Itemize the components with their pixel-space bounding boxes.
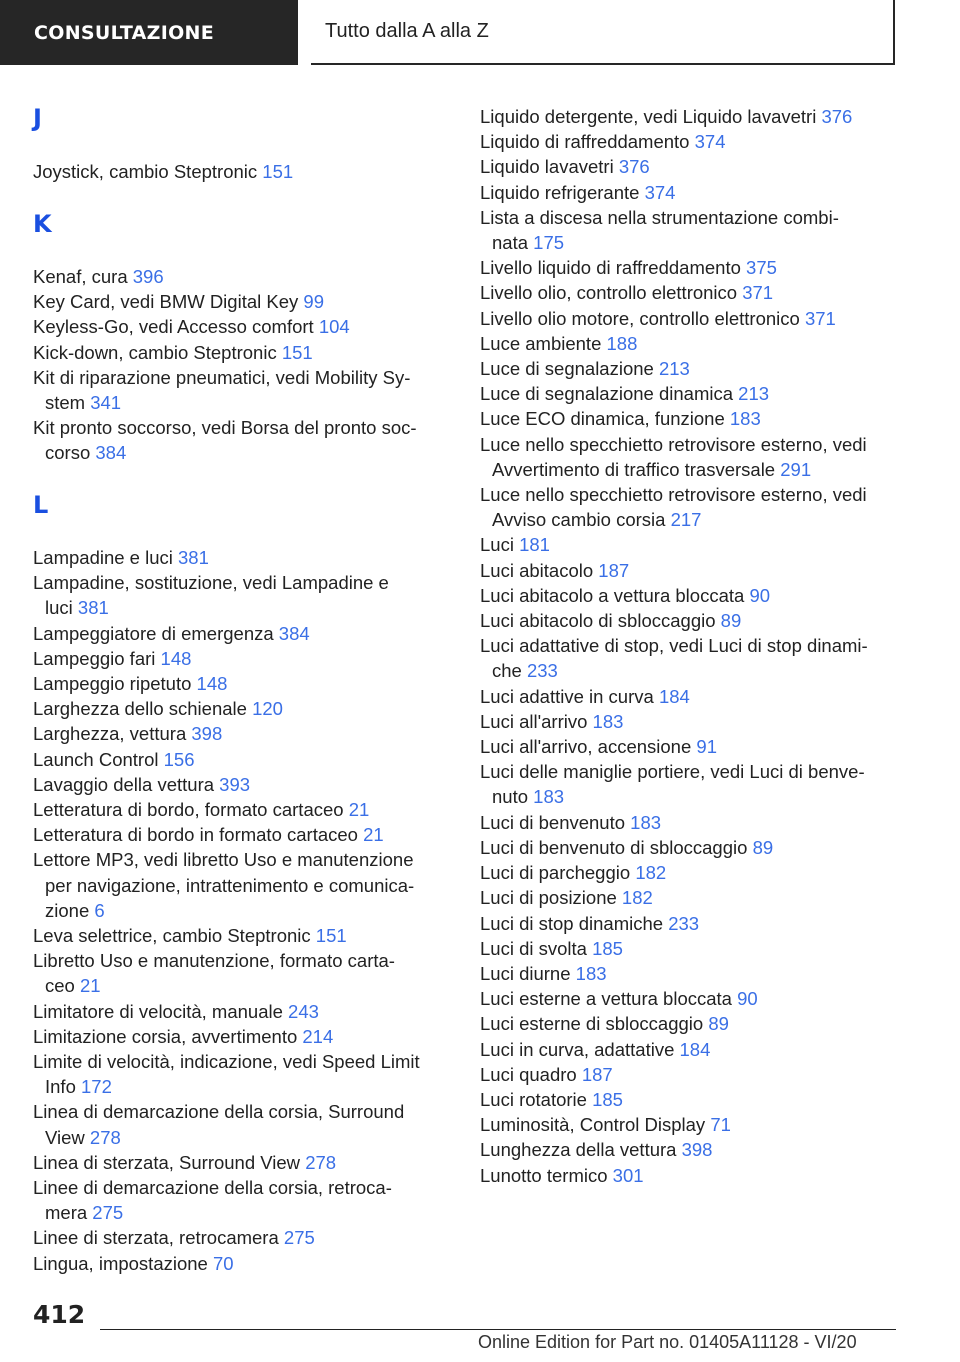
page-reference-link[interactable]: 183 xyxy=(533,786,565,808)
index-entry xyxy=(480,1037,890,1062)
index-entry xyxy=(480,104,890,129)
entry-term: Joystick, cambio Steptronic xyxy=(33,161,258,182)
entry-term-continued: che xyxy=(492,660,522,682)
entry-term-continued: zione xyxy=(45,899,90,921)
entry-term: Liquido lavavetri xyxy=(480,156,614,178)
index-entry xyxy=(480,280,890,305)
entry-term: Kit di riparazione pneumatici, vedi Mobility Sy- xyxy=(33,366,411,388)
entry-term: Luci di svolta xyxy=(480,937,587,959)
page-reference-link[interactable]: 278 xyxy=(89,1126,121,1148)
page-reference-link[interactable]: 185 xyxy=(592,1088,623,1110)
index-entry xyxy=(480,482,890,507)
entry-term: Luci delle maniglie portiere, vedi Luci di benve- xyxy=(480,761,865,783)
index-entry-continuation xyxy=(33,440,438,465)
page-reference-link[interactable]: 275 xyxy=(92,1202,124,1224)
entry-term: Libretto Uso e manutenzione, formato carta- xyxy=(33,950,395,972)
entry-term: Launch Control xyxy=(33,748,159,770)
index-entry xyxy=(33,264,438,289)
index-entry xyxy=(33,772,438,797)
page-reference-link[interactable]: 89 xyxy=(708,1013,729,1035)
page-reference-link[interactable]: 182 xyxy=(621,887,653,909)
page-reference-link[interactable]: 90 xyxy=(737,988,758,1010)
page-reference-link[interactable]: 148 xyxy=(196,673,228,695)
index-entry xyxy=(33,671,438,696)
page-reference-link[interactable]: 21 xyxy=(363,824,384,846)
index-entry xyxy=(33,696,438,721)
page-reference-link[interactable]: 183 xyxy=(729,408,761,430)
page-reference-link[interactable]: 376 xyxy=(618,156,650,178)
index-letter-l: L xyxy=(33,491,49,519)
entry-term: Livello liquido di raffreddamento xyxy=(480,257,741,279)
entry-term: Lampadine e luci xyxy=(33,547,173,568)
index-entry xyxy=(33,1251,438,1276)
index-entry xyxy=(480,129,890,154)
page-reference-link[interactable]: 374 xyxy=(644,181,676,203)
index-entry xyxy=(33,1150,438,1175)
chapter-header xyxy=(311,0,895,65)
index-entry xyxy=(480,684,890,709)
page-reference-link[interactable]: 398 xyxy=(681,1139,713,1161)
page-reference-link[interactable]: 243 xyxy=(288,1000,319,1022)
page-reference-link[interactable]: 384 xyxy=(95,442,127,464)
entry-term: Larghezza dello schienale xyxy=(33,698,247,720)
entry-term: Lettore MP3, vedi libretto Uso e manutenzione xyxy=(33,849,414,871)
index-entry xyxy=(33,797,438,822)
entry-term: Luci abitacolo xyxy=(480,559,594,581)
index-entry-continuation xyxy=(33,1200,438,1225)
entry-term: Liquido detergente, vedi Liquido lavavetri xyxy=(480,106,817,127)
index-entry xyxy=(480,759,890,784)
index-group-j xyxy=(33,159,438,184)
index-entry xyxy=(33,570,438,595)
entry-term: Luce nello specchietto retrovisore esterno, vedi xyxy=(480,433,867,455)
index-entry xyxy=(480,911,890,936)
index-group-l xyxy=(33,545,438,1276)
entry-term: Linea di demarcazione della corsia, Surround xyxy=(33,1101,405,1123)
entry-term: Keyless-Go, vedi Accesso comfort xyxy=(33,316,314,338)
page-reference-link[interactable]: 214 xyxy=(302,1025,334,1047)
index-entry xyxy=(480,583,890,608)
index-entry xyxy=(33,1049,438,1074)
entry-term: Luci esterne di sbloccaggio xyxy=(480,1013,704,1035)
index-entry-continuation xyxy=(33,1125,438,1150)
page-reference-link[interactable]: 104 xyxy=(318,316,350,338)
page-reference-link[interactable]: 90 xyxy=(749,584,771,606)
entry-term-continued: Avvertimento di traffico trasversale xyxy=(492,458,776,480)
page-reference-link[interactable]: 278 xyxy=(305,1151,337,1173)
index-entry xyxy=(33,822,438,847)
page-reference-link[interactable]: 233 xyxy=(668,912,700,934)
index-entry xyxy=(480,860,890,885)
entry-term: Kick-down, cambio Steptronic xyxy=(33,341,277,363)
page-number: 412 xyxy=(33,1300,86,1329)
index-entry xyxy=(33,365,438,390)
page-reference-link[interactable]: 233 xyxy=(526,660,558,682)
page-reference-link[interactable]: 148 xyxy=(160,647,192,669)
entry-term: Leva selettrice, cambio Steptronic xyxy=(33,925,311,947)
index-entry xyxy=(480,381,890,406)
page-reference-link[interactable]: 151 xyxy=(262,161,294,182)
entry-term: Kit pronto soccorso, vedi Borsa del pronto soc- xyxy=(33,417,417,439)
index-entry-continuation xyxy=(480,658,890,683)
index-entry xyxy=(33,289,438,314)
entry-term: Kenaf, cura xyxy=(33,266,128,287)
page-reference-link[interactable]: 89 xyxy=(752,836,774,858)
page-reference-link[interactable]: 381 xyxy=(178,547,209,568)
entry-term: Luce ambiente xyxy=(480,332,602,354)
index-entry xyxy=(480,532,890,557)
index-entry xyxy=(480,1163,890,1188)
index-entry xyxy=(480,633,890,658)
index-entry xyxy=(33,847,438,872)
index-entry xyxy=(480,406,890,431)
entry-term: Letteratura di bordo, formato cartaceo xyxy=(33,799,344,821)
index-entry xyxy=(33,545,438,570)
entry-term-continued: nata xyxy=(492,232,529,254)
page-reference-link[interactable]: 184 xyxy=(679,1038,711,1060)
index-entry xyxy=(480,986,890,1011)
index-entry-continuation xyxy=(480,507,890,532)
index-entry xyxy=(480,885,890,910)
entry-term: Lampeggiatore di emergenza xyxy=(33,622,274,644)
entry-term: Lingua, impostazione xyxy=(33,1252,208,1274)
entry-term: Luce di segnalazione xyxy=(480,358,654,380)
index-entry-continuation xyxy=(480,784,890,809)
index-entry xyxy=(480,306,890,331)
entry-term: Luci in curva, adattative xyxy=(480,1038,675,1060)
entry-term: Lampeggio ripetuto xyxy=(33,673,192,695)
entry-term: Luci di benvenuto di sbloccaggio xyxy=(480,836,748,858)
entry-term: Key Card, vedi BMW Digital Key xyxy=(33,291,299,313)
entry-term: Linea di sterzata, Surround View xyxy=(33,1151,301,1173)
page-reference-link[interactable]: 21 xyxy=(79,975,101,997)
page-reference-link[interactable]: 291 xyxy=(780,458,812,480)
index-entry xyxy=(33,721,438,746)
index-entry xyxy=(480,608,890,633)
index-entry xyxy=(480,1112,890,1137)
page-reference-link[interactable]: 217 xyxy=(670,509,702,531)
page-reference-link[interactable]: 91 xyxy=(696,736,717,758)
index-group-k xyxy=(33,264,438,466)
section-label: CONSULTAZIONE xyxy=(34,21,215,44)
page-reference-link[interactable]: 172 xyxy=(81,1076,112,1098)
index-entry xyxy=(33,646,438,671)
entry-term: Luci all'arrivo xyxy=(480,710,588,732)
page-reference-link[interactable]: 187 xyxy=(581,1063,613,1085)
index-entry xyxy=(480,1087,890,1112)
page-reference-link[interactable]: 371 xyxy=(742,282,774,304)
index-entry-continuation xyxy=(33,1074,438,1099)
index-entry xyxy=(480,1011,890,1036)
page-reference-link[interactable]: 99 xyxy=(303,291,324,313)
entry-term: Luci rotatorie xyxy=(480,1088,587,1110)
entry-term: Linee di demarcazione della corsia, retroca- xyxy=(33,1177,392,1199)
page-reference-link[interactable]: 341 xyxy=(90,392,122,414)
index-entry-continuation xyxy=(33,898,438,923)
index-entry-continuation xyxy=(480,457,890,482)
page-reference-link[interactable]: 374 xyxy=(694,131,726,153)
page-reference-link[interactable]: 375 xyxy=(746,257,777,279)
entry-term: Luci all'arrivo, accensione xyxy=(480,736,692,758)
index-entry xyxy=(33,1225,438,1250)
entry-term: Lunghezza della vettura xyxy=(480,1139,677,1161)
entry-term: Limitatore di velocità, manuale xyxy=(33,1000,283,1022)
index-entry xyxy=(480,205,890,230)
index-entry-continuation xyxy=(480,230,890,255)
page-reference-link[interactable]: 89 xyxy=(720,610,742,632)
page-reference-link[interactable]: 381 xyxy=(77,597,109,619)
index-entry xyxy=(480,558,890,583)
entry-term: Liquido refrigerante xyxy=(480,181,640,203)
chapter-title: Tutto dalla A alla Z xyxy=(325,20,489,42)
index-letter-k: K xyxy=(33,210,52,238)
entry-term: Larghezza, vettura xyxy=(33,723,187,745)
index-entry xyxy=(480,331,890,356)
entry-term: Luci di parcheggio xyxy=(480,862,631,884)
entry-term: Luci di posizione xyxy=(480,887,617,909)
entry-term: Lampadine, sostituzione, vedi Lampadine e xyxy=(33,572,389,594)
index-entry xyxy=(33,999,438,1024)
index-entry xyxy=(33,1175,438,1200)
index-entry xyxy=(33,923,438,948)
page-reference-link[interactable]: 182 xyxy=(635,862,667,884)
index-entry xyxy=(480,810,890,835)
index-entry xyxy=(480,1137,890,1162)
entry-term: Luci adattive in curva xyxy=(480,685,654,707)
page-reference-link[interactable]: 71 xyxy=(710,1114,731,1136)
page-reference-link[interactable]: 376 xyxy=(821,106,853,127)
entry-term: Luci xyxy=(480,534,514,556)
entry-term-continued: Info xyxy=(45,1076,76,1098)
entry-term-continued: per navigazione, intrattenimento e comunica- xyxy=(45,874,415,896)
page-reference-link[interactable]: 151 xyxy=(281,341,313,363)
index-entry xyxy=(33,415,438,440)
index-group-l-continued xyxy=(480,104,890,1188)
page-reference-link[interactable]: 151 xyxy=(315,925,347,947)
edition-footer: Online Edition for Part no. 01405A11128 - VI/20 xyxy=(478,1332,857,1352)
page-reference-link[interactable]: 396 xyxy=(132,266,164,287)
entry-term: Limitazione corsia, avvertimento xyxy=(33,1025,298,1047)
page-reference-link[interactable]: 275 xyxy=(283,1227,315,1249)
page-reference-link[interactable]: 213 xyxy=(658,358,690,380)
index-entry xyxy=(480,432,890,457)
entry-term: Luci quadro xyxy=(480,1063,577,1085)
page-reference-link[interactable]: 301 xyxy=(612,1164,644,1186)
page-reference-link[interactable]: 384 xyxy=(278,622,310,644)
entry-term: Luminosità, Control Display xyxy=(480,1114,706,1136)
section-tab xyxy=(0,0,298,65)
index-entry xyxy=(480,709,890,734)
index-entry xyxy=(480,180,890,205)
entry-term: Luci abitacolo di sbloccaggio xyxy=(480,610,716,632)
index-entry xyxy=(33,1099,438,1124)
index-entry xyxy=(33,747,438,772)
entry-term: Lunotto termico xyxy=(480,1164,608,1186)
index-entry xyxy=(480,936,890,961)
page-reference-link[interactable]: 398 xyxy=(191,723,223,745)
entry-term-continued: ceo xyxy=(45,975,75,997)
page-reference-link[interactable]: 184 xyxy=(658,685,690,707)
entry-term: Luci adattative di stop, vedi Luci di stop dinami- xyxy=(480,635,868,657)
index-entry xyxy=(480,835,890,860)
index-entry xyxy=(33,621,438,646)
index-entry xyxy=(33,159,438,184)
page-reference-link[interactable]: 183 xyxy=(630,811,662,833)
entry-term: Livello olio motore, controllo elettronico xyxy=(480,307,800,329)
entry-term: Lista a discesa nella strumentazione combi- xyxy=(480,206,839,228)
index-entry xyxy=(480,1062,890,1087)
entry-term: Letteratura di bordo in formato cartaceo xyxy=(33,824,358,846)
page-reference-link[interactable]: 21 xyxy=(348,799,370,821)
entry-term-continued: stem xyxy=(45,392,86,414)
page-reference-link[interactable]: 183 xyxy=(575,962,607,984)
page-reference-link[interactable]: 156 xyxy=(163,748,195,770)
index-entry xyxy=(480,961,890,986)
entry-term-continued: corso xyxy=(45,442,91,464)
index-entry xyxy=(33,314,438,339)
index-entry-continuation xyxy=(33,390,438,415)
entry-term: Lampeggio fari xyxy=(33,647,156,669)
index-entry xyxy=(33,340,438,365)
entry-term: Luci diurne xyxy=(480,962,571,984)
index-entry xyxy=(33,1024,438,1049)
page-reference-link[interactable]: 185 xyxy=(592,937,623,959)
index-entry xyxy=(480,734,890,759)
entry-term: Luci abitacolo a vettura bloccata xyxy=(480,584,745,606)
entry-term: Luci di benvenuto xyxy=(480,811,626,833)
page-reference-link[interactable]: 371 xyxy=(804,307,836,329)
entry-term: Liquido di raffreddamento xyxy=(480,131,690,153)
footer-rule xyxy=(100,1329,896,1330)
index-entry-continuation xyxy=(33,973,438,998)
index-entry xyxy=(33,948,438,973)
entry-term: Luce ECO dinamica, funzione xyxy=(480,408,725,430)
entry-term: Livello olio, controllo elettronico xyxy=(480,282,738,304)
entry-term: Luci di stop dinamiche xyxy=(480,912,664,934)
index-entry xyxy=(480,154,890,179)
entry-term-continued: nuto xyxy=(492,786,529,808)
entry-term: Luce di segnalazione dinamica xyxy=(480,383,734,405)
page-reference-link[interactable]: 6 xyxy=(94,899,105,921)
index-entry-continuation xyxy=(33,873,438,898)
entry-term: Luci esterne a vettura bloccata xyxy=(480,988,732,1010)
entry-term: Limite di velocità, indicazione, vedi Speed Limit xyxy=(33,1051,420,1073)
index-entry xyxy=(480,356,890,381)
page-reference-link[interactable]: 187 xyxy=(598,559,630,581)
entry-term: Linee di sterzata, retrocamera xyxy=(33,1227,279,1249)
index-entry xyxy=(480,255,890,280)
page-reference-link[interactable]: 188 xyxy=(606,332,638,354)
entry-term: Lavaggio della vettura xyxy=(33,773,215,795)
entry-term-continued: Avviso cambio corsia xyxy=(492,509,666,531)
entry-term-continued: View xyxy=(45,1126,85,1148)
page-reference-link[interactable]: 213 xyxy=(738,383,770,405)
entry-term-continued: mera xyxy=(45,1202,88,1224)
page-reference-link[interactable]: 183 xyxy=(592,710,624,732)
page-reference-link[interactable]: 70 xyxy=(212,1252,234,1274)
index-letter-j: J xyxy=(33,104,42,132)
entry-term-continued: luci xyxy=(45,597,73,619)
page-reference-link[interactable]: 120 xyxy=(252,698,283,720)
index-entry-continuation xyxy=(33,595,438,620)
page-reference-link[interactable]: 175 xyxy=(533,232,565,254)
page-reference-link[interactable]: 181 xyxy=(519,534,550,556)
entry-term: Luce nello specchietto retrovisore esterno, vedi xyxy=(480,484,867,506)
page-reference-link[interactable]: 393 xyxy=(219,773,251,795)
